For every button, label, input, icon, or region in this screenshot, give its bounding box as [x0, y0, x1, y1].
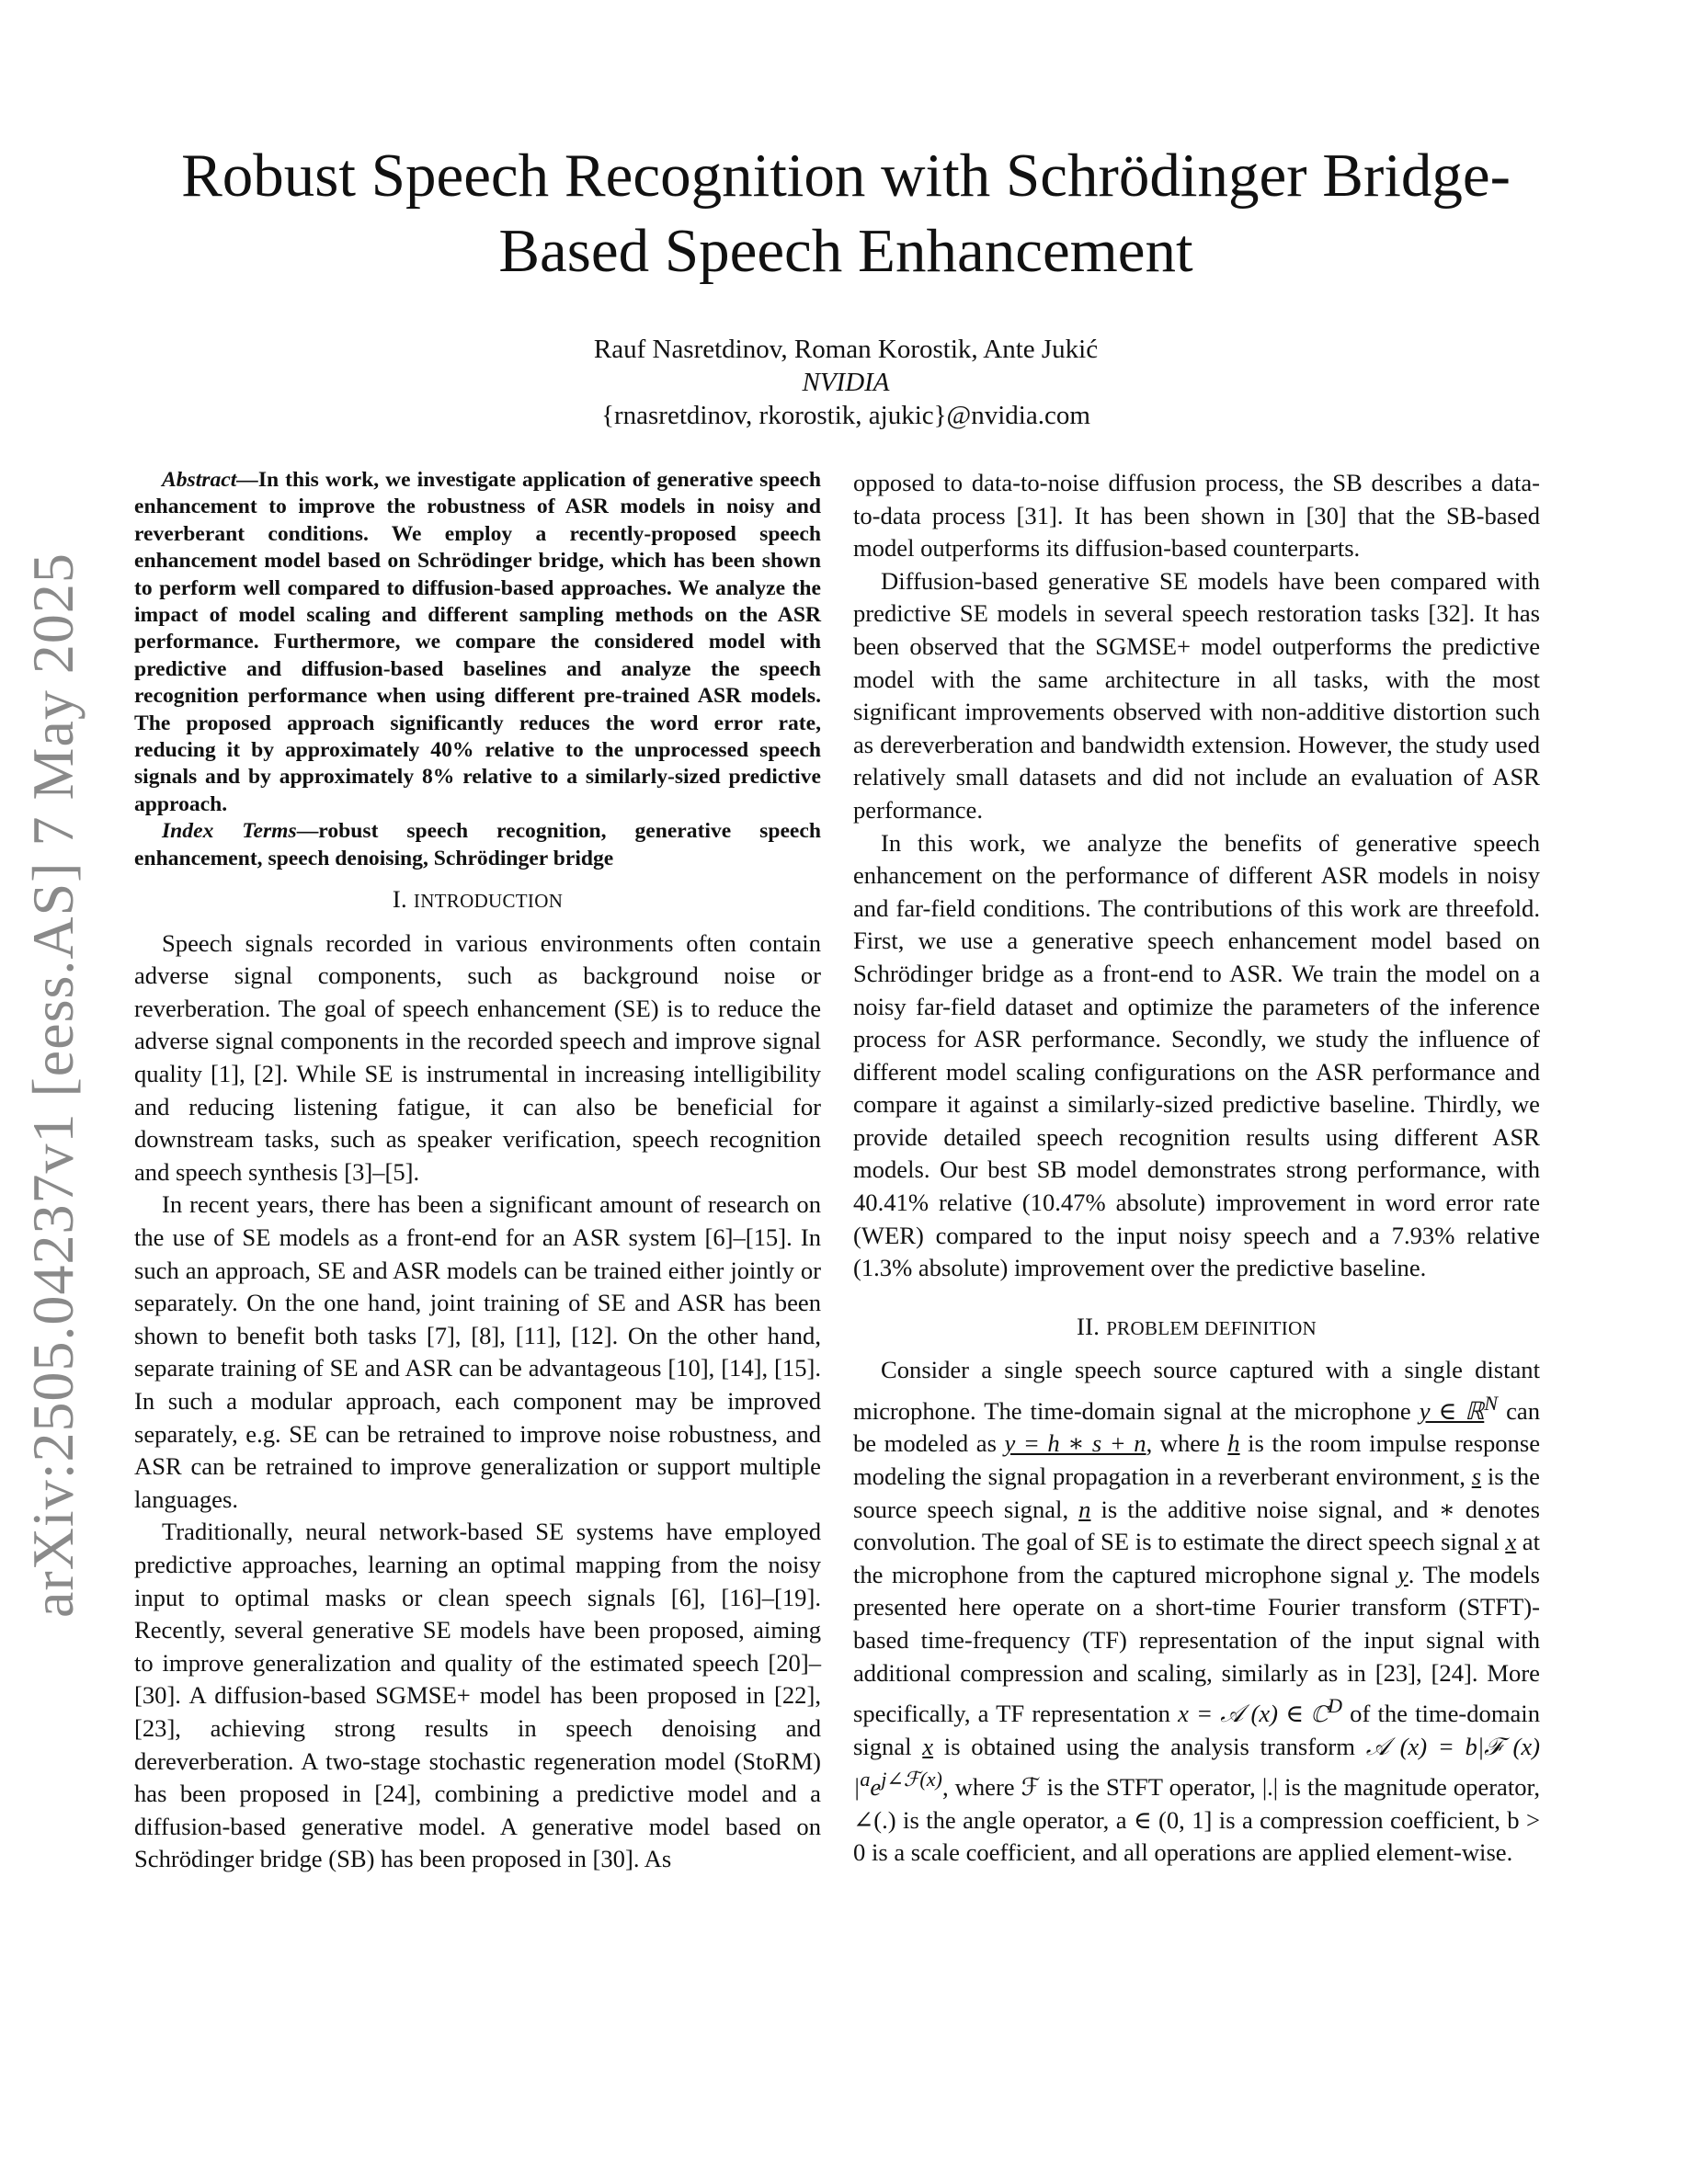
author-names: Rauf Nasretdinov, Roman Korostik, Ante Jukić: [593, 335, 1099, 364]
math-expression: 𝒜 (x) = b|ℱ (x) |: [853, 1732, 1540, 1802]
section-title: PROBLEM DEFINITION: [1106, 1316, 1317, 1339]
arxiv-identifier: arXiv:2505.04237v1 [eess.AS] 7 May 2025: [20, 552, 86, 1618]
abstract-label: Abstract—: [162, 468, 258, 492]
paragraph: opposed to data-to-noise diffusion process, the SB describes a data-to-data process [31]. It has been shown in [30] that the SB-based model outperforms its diffusion-based counterparts.: [853, 469, 1540, 563]
abstract: [134, 467, 821, 818]
paragraph: Traditionally, neural network-based SE systems have employed predictive approaches, learning an optimal mapping from the noisy input to optimal masks or clean speech signals [6], [16]–[19]. Recently, several generative SE models have been proposed, aiming to improve generalization and quality of the estimated speech [20]–[30]. A diffusion-based SGMSE+ model has been proposed in [22], [23], achieving strong results in speech denoising and dereverberation. A two-stage stochastic regeneration model (StoRM) has been proposed in [24], combining a predictive model and a diffusion-based generative model. A generative model based on Schrödinger bridge (SB) has been proposed in [30]. As: [134, 1518, 821, 1873]
right-column: [853, 467, 1540, 1870]
paper-title: Robust Speech Recognition with Schrödinger Bridge-Based Speech Enhancement: [181, 142, 1511, 285]
math-expression: y ∈ ℝ: [1419, 1396, 1485, 1425]
author-affiliation: NVIDIA: [802, 368, 890, 397]
abstract-text: In this work, we investigate application of generative speech enhancement to improve the robustness of ASR models in noisy and reverberant conditions. We employ a recently-proposed speech enhancement model based on Schrödinger bridge, which has been shown to perform well compared to diffusion-based approaches. We analyze the impact of model scaling and different sampling methods on the ASR performance. Furthermore, we compare the considered model with predictive and diffusion-based baselines and analyze the speech recognition performance when using different pre-trained ASR models. The proposed approach significantly reduces the word error rate, reducing it by approximately 40% relative to the unprocessed speech signals and by approximately 8% relative to a similarly-sized predictive approach.: [134, 468, 821, 816]
math-expression: x = 𝒜 (x) ∈ ℂ: [1178, 1700, 1328, 1728]
section-title: INTRODUCTION: [413, 890, 564, 913]
author-emails: {rnasretdinov, rkorostik, ajukic}@nvidia.com: [601, 401, 1090, 430]
section-heading-problem-definition: [853, 1311, 1540, 1346]
index-terms-text: —robust speech recognition, generative speech enhancement, speech denoising, Schrödinger bridge: [134, 819, 821, 870]
index-terms-label: Index Terms: [162, 819, 297, 844]
author-block: [129, 333, 1563, 432]
paragraph: In this work, we analyze the benefits of generative speech enhancement on the performance of different ASR models in noisy and far-field conditions. The contributions of this work are threefold. First, we use a generative speech enhancement model based on Schrödinger bridge as a front-end to ASR. We train the model on a noisy far-field dataset and optimize the parameters of the inference process for ASR performance. Secondly, we study the influence of different model scaling configurations on the ASR performance and compare it against a similarly-sized predictive baseline. Thirdly, we provide detailed speech recognition results using different ASR models. Our best SB model demonstrates strong performance, with 40.41% relative (10.47% absolute) improvement in word error rate (WER) compared to the input noisy speech and a 7.93% relative (1.3% absolute) improvement over the predictive baseline.: [853, 828, 1540, 1282]
paragraph: Speech signals recorded in various environments often contain adverse signal components, such as background noise or reverberation. The goal of speech enhancement (SE) is to reduce the adverse signal components in the recorded speech and improve signal quality [1], [2]. While SE is instrumental in increasing intelligibility and reducing listening fatigue, it can also be beneficial for downstream tasks, such as speaker verification, speech recognition and speech synthesis [3]–[5].: [134, 928, 821, 1186]
index-terms: [134, 818, 821, 872]
left-column: [134, 467, 821, 1876]
paragraph: Diffusion-based generative SE models have been compared with predictive SE models in several speech restoration tasks [32]. It has been observed that the SGMSE+ model outperforms the predictive model with the same architecture in all tasks, with the most significant improvements observed with non-additive distortion such as dereverberation and bandwidth extension. However, the study used relatively small datasets and did not include an evaluation of ASR performance.: [853, 566, 1540, 824]
section-number: II.: [1076, 1312, 1107, 1340]
paragraph: In recent years, there has been a significant amount of research on the use of SE models as a front-end for an ASR system [6]–[15]. In such an approach, SE and ASR models can be trained either jointly or separately. On the one hand, joint training of SE and ASR has been shown to benefit both tasks [7], [8], [11], [12]. On the other hand, separate training of SE and ASR can be advantageous [10], [14], [15]. In such a modular approach, each component may be improved separately, e.g. SE can be retrained to improve noise robustness, and ASR can be retrained to improve generalization or support multiple languages.: [134, 1190, 821, 1513]
section-heading-introduction: [134, 883, 821, 918]
paragraph: Consider a single speech source captured with a single distant microphone. The time-domain signal at the microphone y ∈ ℝ$^N$ can be modeled as y = h ∗ s + n, where h is the room impulse response modeling the signal propagation in a reverberant environment, s is the source speech signal, n is the additive noise signal, and ∗ denotes convolution. The goal of SE is to estimate the direct speech signal x at the microphone from the captured microphone signal y. The models presented here operate on a short-time Fourier transform (STFT)-based time-frequency (TF) representation of the input signal with additional compression and scaling, similarly as in [23], [24]. More specifically, a TF representation x = 𝒜 (x) ∈ ℂ$^D$ of the time-domain signal x is obtained using the analysis transform 𝒜 (x) = b|ℱ (x) $|^ae^{j\angle ℱ(x)}$, where ℱ is the STFT operator, |.| is the magnitude operator, ∠(.) is the angle operator, a ∈ (0, 1] is a compression coefficient, b > 0 is a scale coefficient, and all operations are applied element-wise.: [853, 1356, 1541, 1867]
math-expression: y = h ∗ s + n: [1004, 1429, 1146, 1458]
section-number: I.: [392, 885, 414, 914]
